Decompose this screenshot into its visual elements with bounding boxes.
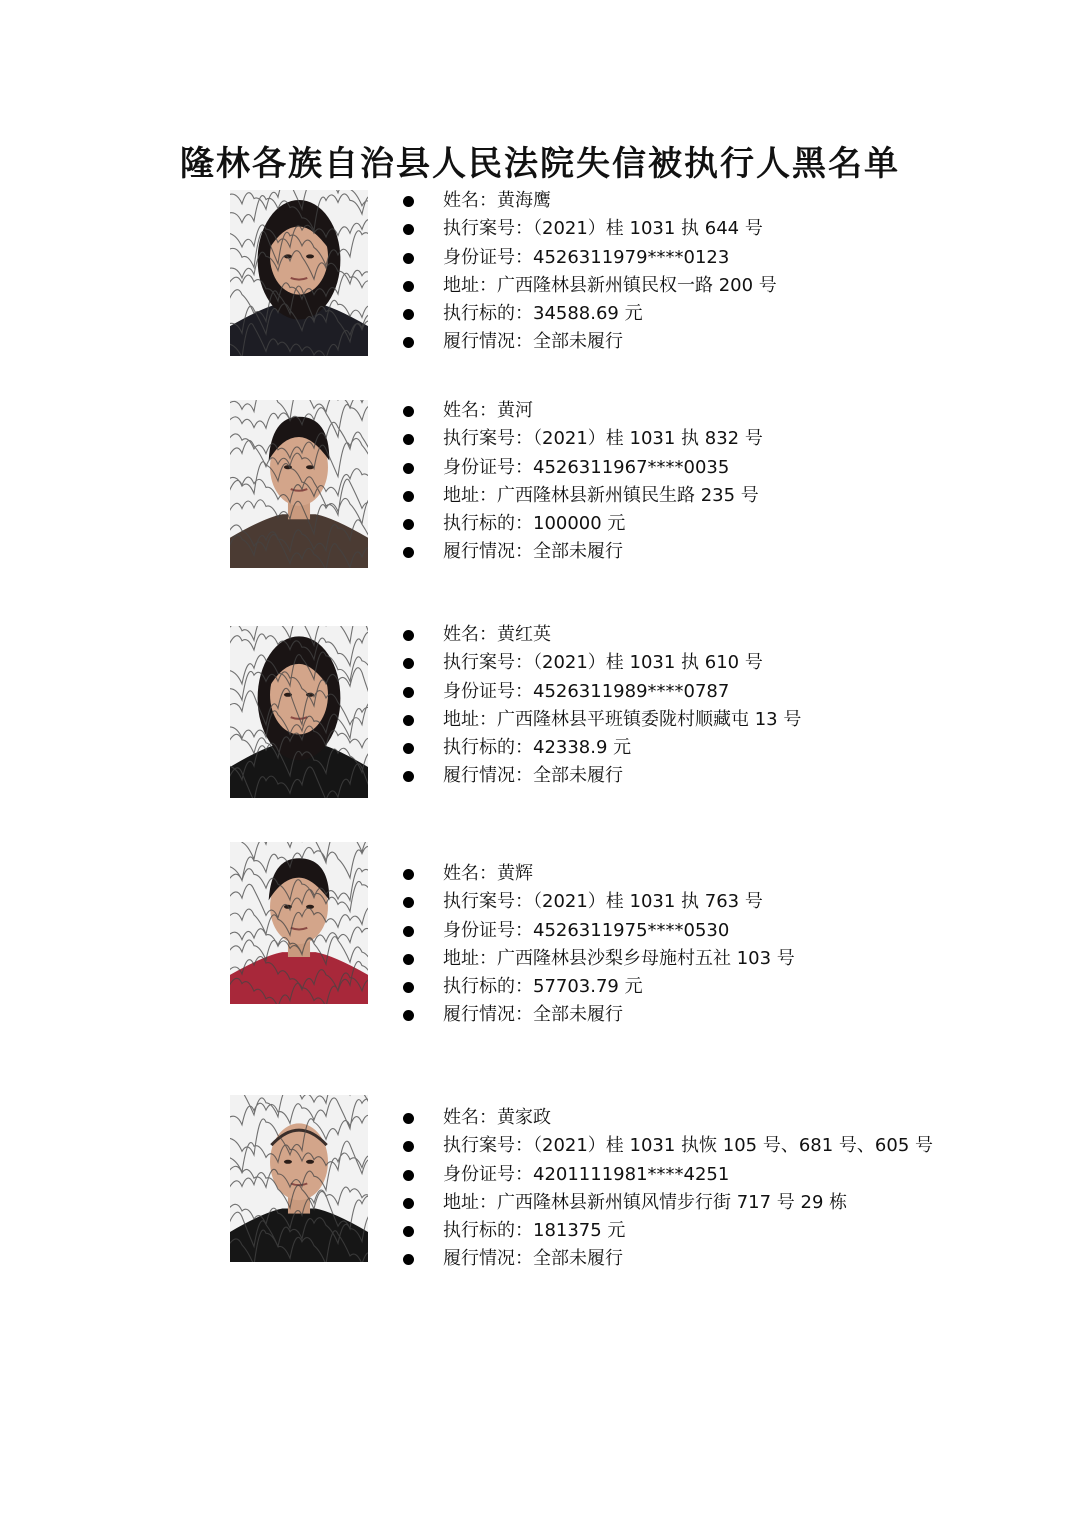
id-field: 身份证号：4526311975****0530 [403, 917, 795, 945]
bullet-icon [403, 1254, 414, 1265]
bullet-icon [403, 547, 414, 558]
address-field: 地址：广西隆林县沙梨乡母施村五社 103 号 [403, 945, 795, 973]
amount-field: 执行标的：34588.69 元 [403, 300, 777, 328]
bullet-icon [403, 253, 414, 264]
bullet-icon [403, 281, 414, 292]
bullet-icon [403, 743, 414, 754]
entry-3 [0, 626, 1080, 806]
status-field: 履行情况：全部未履行 [403, 1245, 933, 1273]
entry-fields [403, 187, 777, 357]
portrait-image [230, 842, 368, 1004]
name-field: 姓名：黄红英 [403, 621, 801, 649]
address-field: 地址：广西隆林县新州镇民权一路 200 号 [403, 272, 777, 300]
case-field: 执行案号：（2021）桂 1031 执 610 号 [403, 649, 801, 677]
name-field: 姓名：黄辉 [403, 860, 795, 888]
bullet-icon [403, 897, 414, 908]
portrait-image [230, 400, 368, 568]
entry-2 [0, 400, 1080, 580]
bullet-icon [403, 1141, 414, 1152]
address-field: 地址：广西隆林县新州镇民生路 235 号 [403, 482, 763, 510]
bullet-icon [403, 224, 414, 235]
bullet-icon [403, 434, 414, 445]
name-field: 姓名：黄河 [403, 397, 763, 425]
id-field: 身份证号：4526311979****0123 [403, 244, 777, 272]
bullet-icon [403, 715, 414, 726]
case-field: 执行案号：（2021）桂 1031 执恢 105 号、681 号、605 号 [403, 1132, 933, 1160]
bullet-icon [403, 926, 414, 937]
case-field: 执行案号：（2021）桂 1031 执 644 号 [403, 215, 777, 243]
bullet-icon [403, 630, 414, 641]
bullet-icon [403, 982, 414, 993]
status-field: 履行情况：全部未履行 [403, 762, 801, 790]
entry-fields [403, 860, 795, 1030]
portrait-photo [230, 626, 368, 798]
portrait-photo [230, 1095, 368, 1262]
status-field: 履行情况：全部未履行 [403, 1001, 795, 1029]
address-field: 地址：广西隆林县新州镇风情步行街 717 号 29 栋 [403, 1189, 933, 1217]
entry-fields [403, 1104, 933, 1274]
portrait-image [230, 1095, 368, 1262]
id-field: 身份证号：4526311989****0787 [403, 678, 801, 706]
amount-field: 执行标的：42338.9 元 [403, 734, 801, 762]
bullet-icon [403, 309, 414, 320]
entry-fields [403, 621, 801, 791]
entry-4 [0, 842, 1080, 1026]
name-field: 姓名：黄海鹰 [403, 187, 777, 215]
portrait-photo [230, 842, 368, 1004]
amount-field: 执行标的：181375 元 [403, 1217, 933, 1245]
portrait-photo [230, 190, 368, 356]
bullet-icon [403, 1113, 414, 1124]
portrait-image [230, 626, 368, 798]
bullet-icon [403, 519, 414, 530]
bullet-icon [403, 1226, 414, 1237]
id-field: 身份证号：4201111981****4251 [403, 1161, 933, 1189]
page-title: 隆林各族自治县人民法院失信被执行人黑名单 [180, 144, 900, 184]
entry-5 [0, 1095, 1080, 1275]
bullet-icon [403, 196, 414, 207]
bullet-icon [403, 1170, 414, 1181]
case-field: 执行案号：（2021）桂 1031 执 763 号 [403, 888, 795, 916]
bullet-icon [403, 954, 414, 965]
id-field: 身份证号：4526311967****0035 [403, 454, 763, 482]
portrait-image [230, 190, 368, 356]
amount-field: 执行标的：100000 元 [403, 510, 763, 538]
name-field: 姓名：黄家政 [403, 1104, 933, 1132]
bullet-icon [403, 491, 414, 502]
amount-field: 执行标的：57703.79 元 [403, 973, 795, 1001]
status-field: 履行情况：全部未履行 [403, 538, 763, 566]
address-field: 地址：广西隆林县平班镇委陇村顺藏屯 13 号 [403, 706, 801, 734]
portrait-photo [230, 400, 368, 568]
bullet-icon [403, 337, 414, 348]
bullet-icon [403, 406, 414, 417]
bullet-icon [403, 869, 414, 880]
status-field: 履行情况：全部未履行 [403, 328, 777, 356]
bullet-icon [403, 771, 414, 782]
bullet-icon [403, 1198, 414, 1209]
bullet-icon [403, 658, 414, 669]
bullet-icon [403, 463, 414, 474]
bullet-icon [403, 1010, 414, 1021]
entry-1 [0, 190, 1080, 370]
case-field: 执行案号：（2021）桂 1031 执 832 号 [403, 425, 763, 453]
entry-fields [403, 397, 763, 567]
bullet-icon [403, 687, 414, 698]
